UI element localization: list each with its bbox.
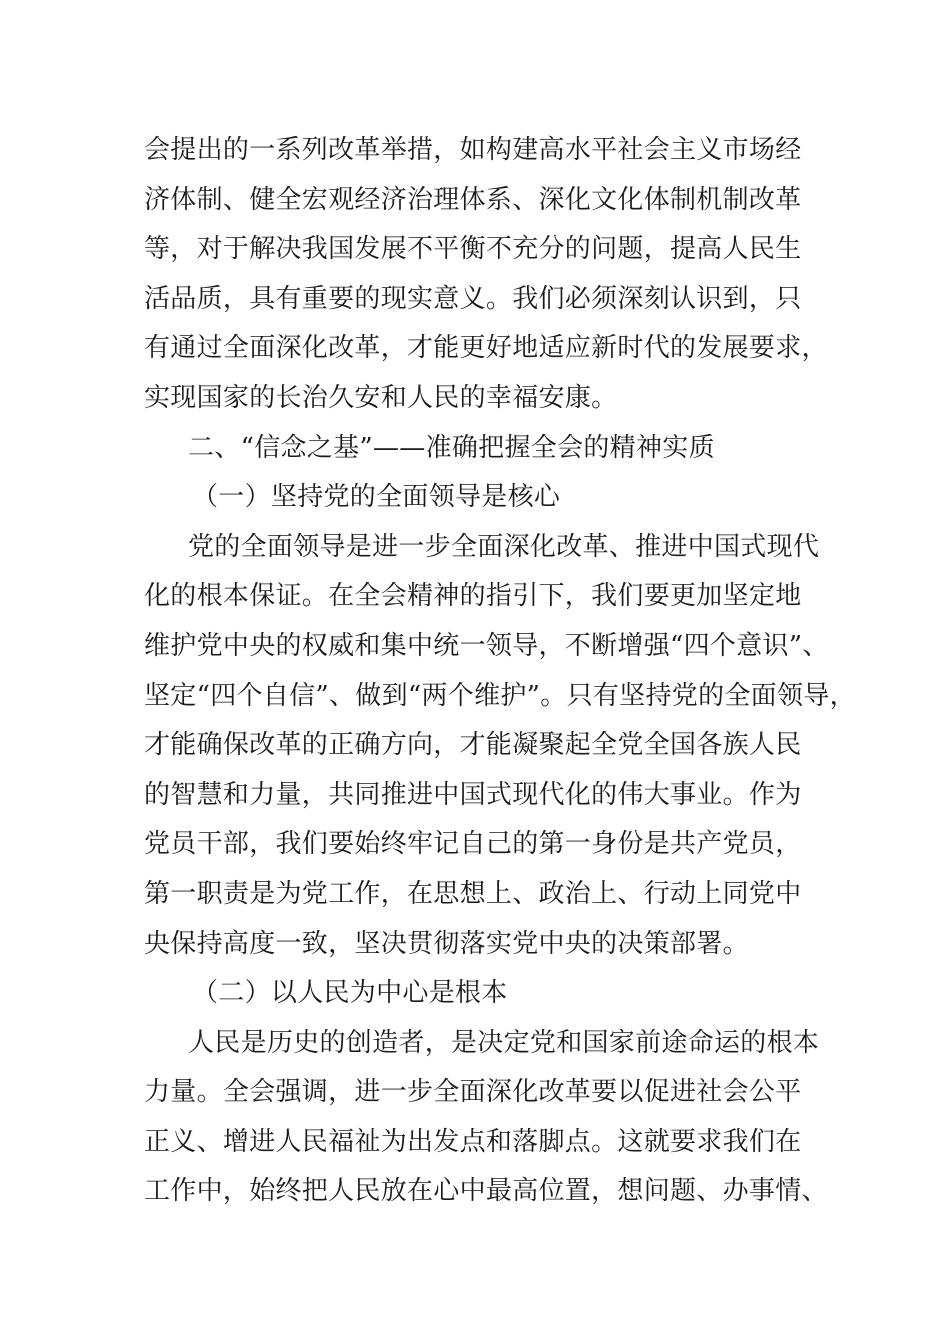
text-line: 等，对于解决我国发展不平衡不充分的问题，提高人民生 — [144, 234, 802, 265]
text-line: 力量。全会强调，进一步全面深化改革要以促进社会公平 — [144, 1077, 802, 1108]
paragraph-first-line: 党的全面领导是进一步全面深化改革、推进中国式现代 — [188, 531, 820, 562]
subsection-heading: （一）坚持党的全面领导是核心 — [192, 482, 561, 513]
text-line: 工作中，始终把人民放在心中最高位置，想问题、办事情、 — [144, 1176, 828, 1207]
text-line: 有通过全面深化改革，才能更好地适应新时代的发展要求， — [144, 333, 828, 364]
section-heading: 二、“信念之基”——准确把握全会的精神实质 — [188, 432, 715, 463]
text-line: 正义、增进人民福祉为出发点和落脚点。这就要求我们在 — [144, 1126, 802, 1157]
paragraph-first-line: 人民是历史的创造者，是决定党和国家前途命运的根本 — [188, 1027, 820, 1058]
text-line: 央保持高度一致，坚决贯彻落实党中央的决策部署。 — [144, 928, 749, 959]
text-line: 实现国家的长治久安和人民的幸福安康。 — [144, 382, 618, 413]
text-line: 活品质，具有重要的现实意义。我们必须深刻认识到，只 — [144, 283, 802, 314]
subsection-heading: （二）以人民为中心是根本 — [192, 978, 508, 1009]
text-line: 坚定“四个自信”、做到“两个维护”。只有坚持党的全面领导， — [144, 680, 856, 711]
text-line: 济体制、健全宏观经济治理体系、深化文化体制机制改革 — [144, 184, 802, 215]
text-line: 会提出的一系列改革举措，如构建高水平社会主义市场经 — [144, 135, 802, 165]
text-line: 党员干部，我们要始终牢记自己的第一身份是共产党员， — [144, 829, 802, 860]
document-body — [144, 126, 856, 1217]
text-line: 维护党中央的权威和集中统一领导，不断增强“四个意识”、 — [144, 630, 829, 661]
text-line: 的智慧和力量，共同推进中国式现代化的伟大事业。作为 — [144, 779, 802, 810]
text-line: 才能确保改革的正确方向，才能凝聚起全党全国各族人民 — [144, 730, 802, 761]
text-line: 化的根本保证。在全会精神的指引下，我们要更加坚定地 — [144, 581, 802, 612]
text-line: 第一职责是为党工作，在思想上、政治上、行动上同党中 — [144, 878, 802, 909]
